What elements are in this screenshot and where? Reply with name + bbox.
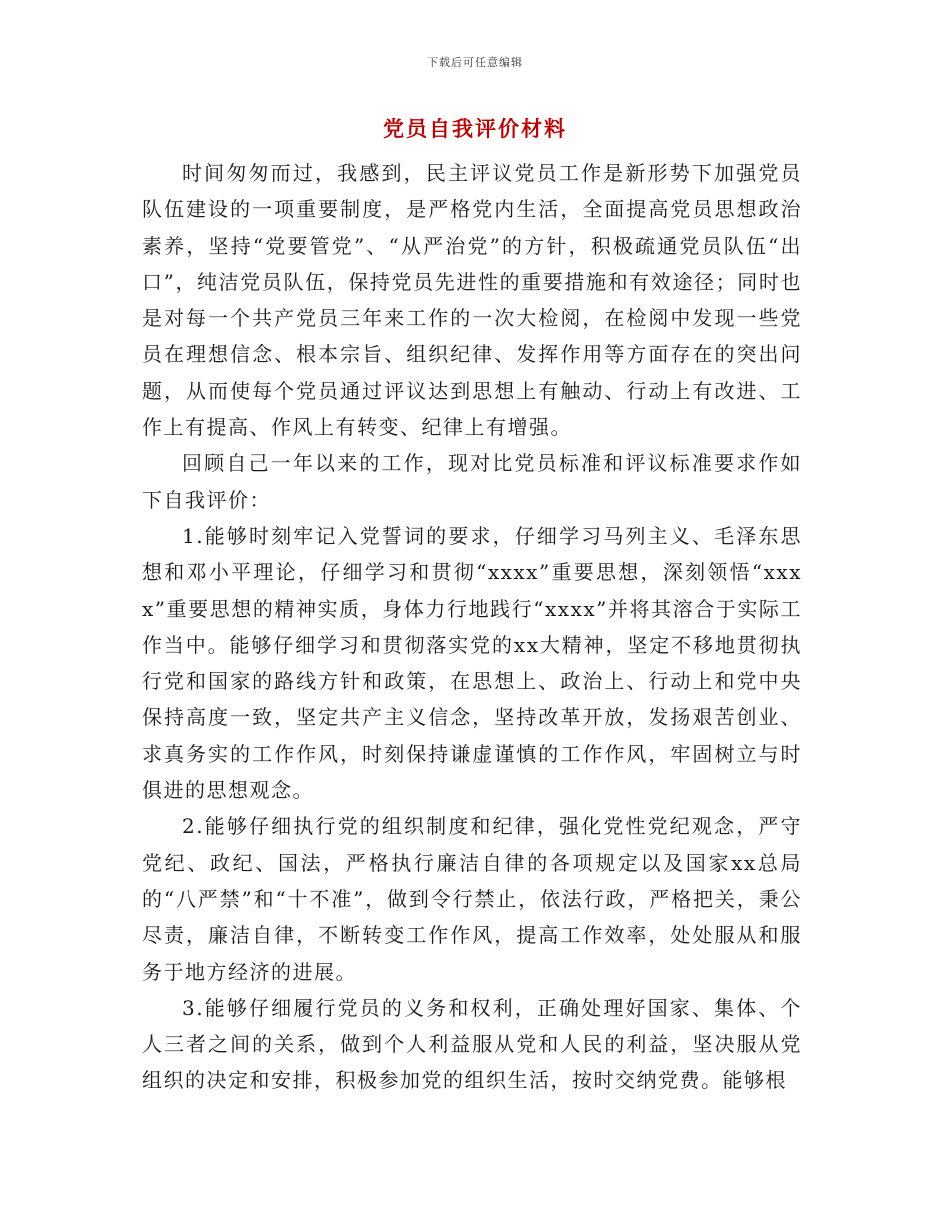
header-note: 下载后可任意编辑 bbox=[427, 56, 523, 69]
paragraph-item-2: 2.能够仔细执行党的组织制度和纪律，强化党性党纪观念，严守党纪、政纪、国法，严格执行廉洁自律的各项规定以及国家xx总局的“八严禁”和“十不准”，做到令行禁止，依法行政，严格把关，秉公尽责，廉洁自律，不断转变工作作风，提高工作效率，处处服从和服务于地方经济的进展。 bbox=[142, 814, 802, 984]
paragraph-item-1: 1.能够时刻牢记入党誓词的要求，仔细学习马列主义、毛泽东思想和邓小平理论，仔细学习和贯彻“xxxx”重要思想，深刻领悟“xxxx”重要思想的精神实质，身体力行地践行“xxxx”并将其溶合于实际工作当中。能够仔细学习和贯彻落实党的xx大精神，坚定不移地贯彻执行党和国家的路线方针和政策，在思想上、政治上、行动上和党中央保持高度一致，坚定共产主义信念，坚持改革开放，发扬艰苦创业、求真务实的工作作风，时刻保持谦虚谨慎的工作作风，牢固树立与时俱进的思想观念。 bbox=[142, 523, 802, 803]
paragraph-item-3: 3.能够仔细履行党员的义务和权利，正确处理好国家、集体、个人三者之间的关系，做到个人利益服从党和人民的利益，坚决服从党组织的决定和安排，积极参加党的组织生活，按时交纳党费。能够根 bbox=[142, 995, 802, 1093]
document-title: 党员自我评价材料 bbox=[383, 116, 567, 141]
paragraph-review: 回顾自己一年以来的工作，现对比党员标准和评议标准要求作如下自我评价： bbox=[142, 451, 802, 512]
document-body bbox=[142, 155, 802, 1099]
paragraph-intro: 时间匆匆而过，我感到，民主评议党员工作是新形势下加强党员队伍建设的一项重要制度，是严格党内生活，全面提高党员思想政治素养，坚持“党要管党”、“从严治党”的方针，积极疏通党员队伍“出口”，纯洁党员队伍，保持党员先进性的重要措施和有效途径；同时也是对每一个共产党员三年来工作的一次大检阅，在检阅中发现一些党员在理想信念、根本宗旨、组织纪律、发挥作用等方面存在的突出问题，从而使每个党员通过评议达到思想上有触动、行动上有改进、工作上有提高、作风上有转变、纪律上有增强。 bbox=[142, 161, 802, 440]
